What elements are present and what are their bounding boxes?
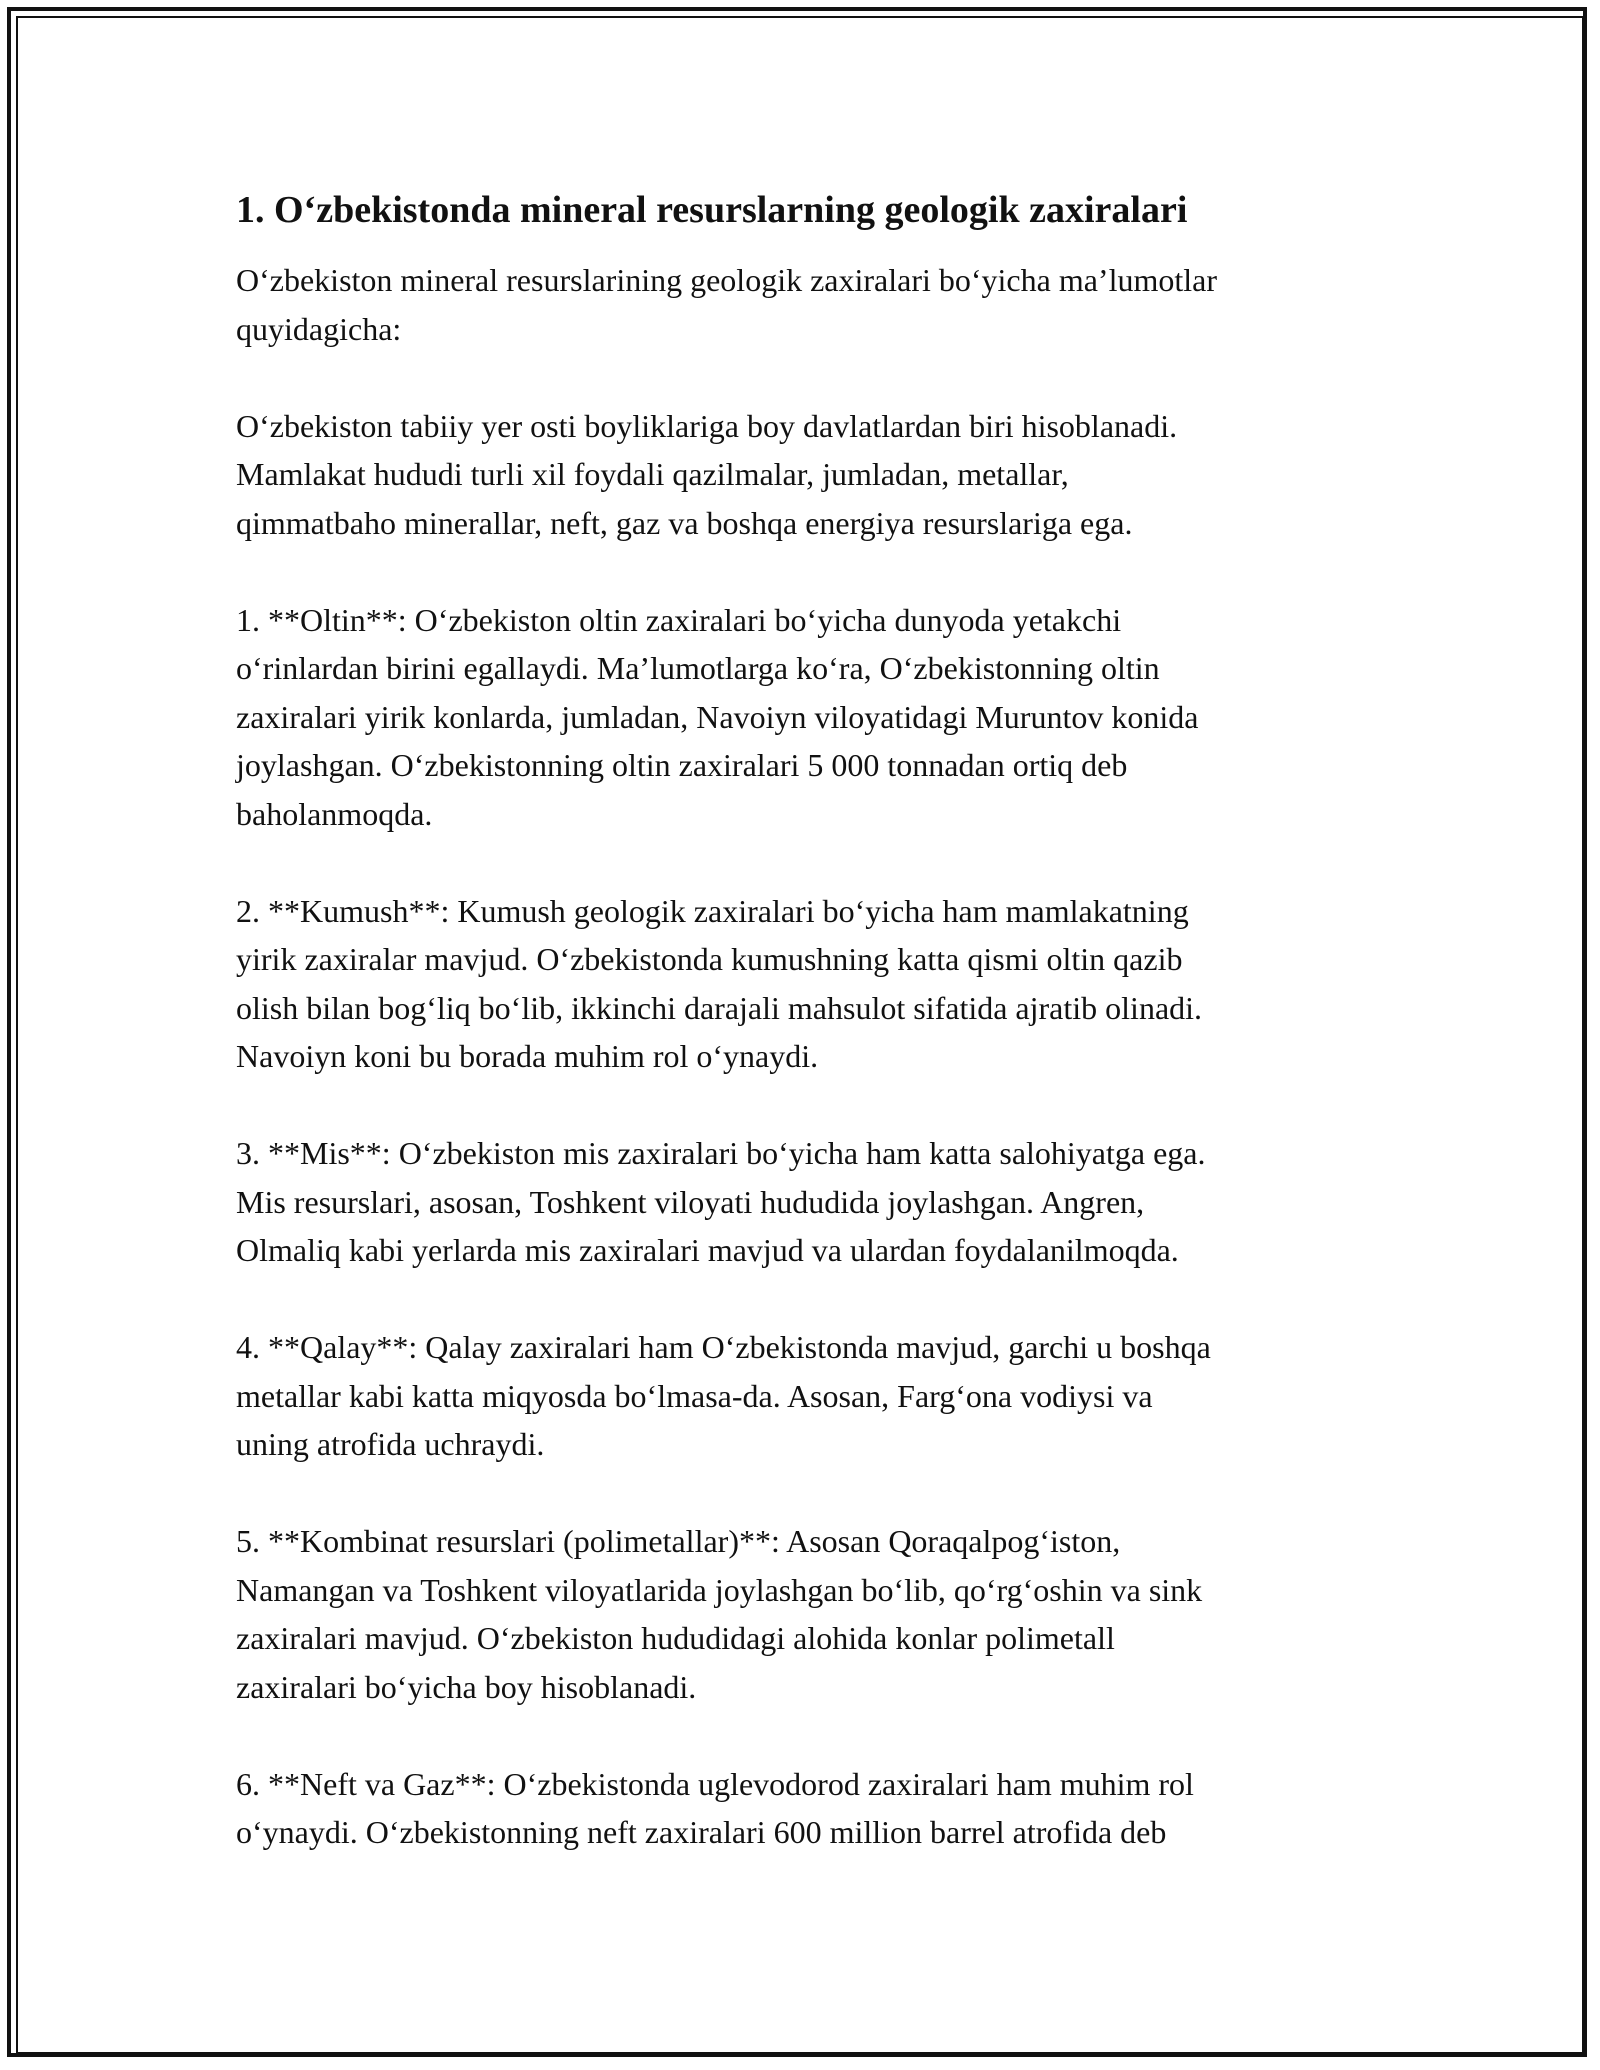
overview-paragraph: O‘zbekiston tabiiy yer osti boyliklariga boy davlatlardan biri hisoblanadi. Mamlakat hududi turli xil foydali qazilmalar, jumladan, metallar, qimmatbaho minerallar, neft, gaz va boshqa energiya resurslariga ega. (236, 407, 1178, 541)
list-item-tin: 4. **Qalay**: Qalay zaxiralari ham O‘zbekistonda mavjud, garchi u boshqa metallar kabi katta miqyosda bo‘lmasa-da. Asosan, Farg‘ona vodiysi va uning atrofida uchraydi. (236, 1329, 1211, 1462)
list-item-oil-gas: 6. **Neft va Gaz**: O‘zbekistonda uglevodorod zaxiralari ham muhim rol o‘ynaydi. O‘zbekistonning neft zaxiralari 600 million barrel atrofida deb (236, 1765, 1194, 1850)
intro-paragraph: O‘zbekiston mineral resurslarining geologik zaxiralari bo‘yicha ma’lumotlar quyidagicha: (236, 262, 1217, 347)
list-item-gold: 1. **Oltin**: O‘zbekiston oltin zaxiralari bo‘yicha dunyoda yetakchi o‘rinlardan birini egallaydi. Ma’lumotlarga ko‘ra, O‘zbekistonning oltin zaxiralari yirik konlarda, jumladan, Navoiyn viloyatidagi Muruntov konida joylashgan. O‘zbekistonning oltin zaxiralari 5 000 tonnadan ortiq deb baholanmoqda. (236, 601, 1199, 832)
list-item-copper: 3. **Mis**: O‘zbekiston mis zaxiralari bo‘yicha ham katta salohiyatga ega. Mis resurslari, asosan, Toshkent viloyati hududida joylashgan. Angren, Olmaliq kabi yerlarda mis zaxiralari mavjud va ulardan foydalanilmoqda. (236, 1135, 1206, 1268)
document-title: 1. O‘zbekistonda mineral resurslarning geologik zaxiralari (236, 189, 1188, 231)
list-item-polymetals: 5. **Kombinat resurslari (polimetallar)**: Asosan Qoraqalpog‘iston, Namangan va Toshkent viloyatlarida joylashgan bo‘lib, qo‘rg‘oshin va sink zaxiralari mavjud. O‘zbekiston hududidagi alohida konlar polimetall zaxiralari bo‘yicha boy hisoblanadi. (236, 1523, 1203, 1705)
document-page (236, 186, 1366, 1905)
list-item-silver: 2. **Kumush**: Kumush geologik zaxiralari bo‘yicha ham mamlakatning yirik zaxiralar mavjud. O‘zbekistonda kumushning katta qismi oltin qazib olish bilan bog‘liq bo‘lib, ikkinchi darajali mahsulot sifatida ajratib olinadi. Navoiyn koni bu borada muhim rol o‘ynaydi. (236, 892, 1203, 1074)
